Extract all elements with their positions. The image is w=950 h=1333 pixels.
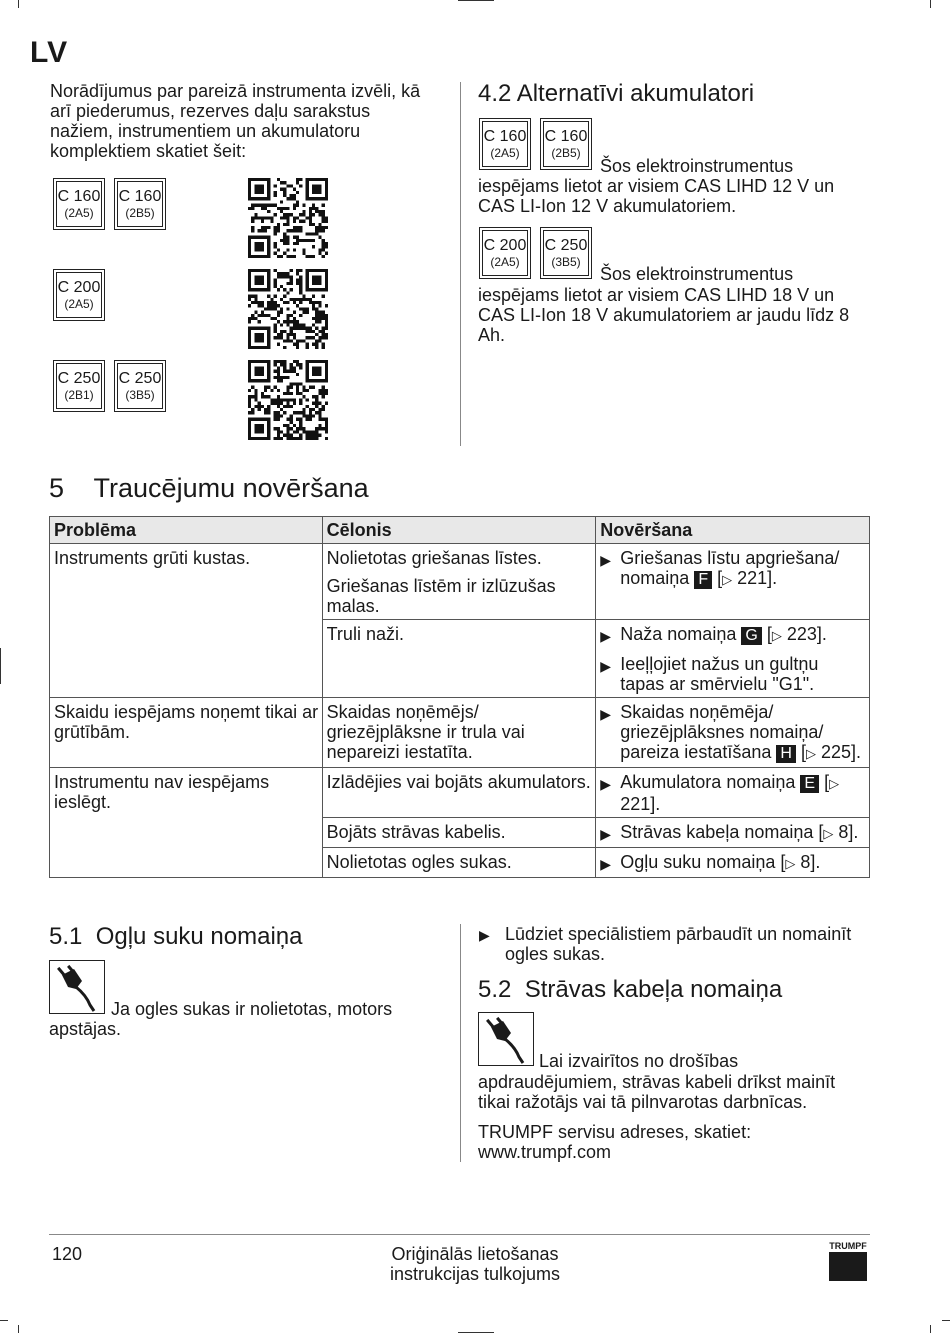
arrow-icon: ▷ xyxy=(785,856,796,871)
cause-cell: Bojāts strāvas kabelis. xyxy=(322,818,596,848)
remedy-cell: ▶ Naža nomaiņa G [▷ 223]. ▶ Ieeļļojiet nažus un gultņu tapas ar smērvielu "G1". xyxy=(596,620,870,698)
section-5-1-text-rest: apstājas. xyxy=(49,1019,122,1039)
page-ref-link[interactable]: [▷ 8]. xyxy=(818,822,859,842)
crop-mark xyxy=(942,1320,950,1321)
model-badge: C 160 (2A5) xyxy=(53,178,105,230)
bullet-triangle-icon: ▶ xyxy=(600,826,612,842)
qr-code[interactable] xyxy=(248,178,328,258)
table-row xyxy=(50,768,870,818)
arrow-icon: ▷ xyxy=(722,572,733,587)
plug-warning-icon xyxy=(478,1012,534,1066)
arrow-icon: ▷ xyxy=(805,746,816,761)
section-5-1-bullet: ▶ Lūdziet speciālistiem pārbaudīt un nomainīt ogles sukas. xyxy=(479,924,852,964)
remedy-cell: ▶ Skaidas noņēmēja/ griezējplāksnes nomaiņa/ pareiza iestatīšana H [▷ 225]. xyxy=(596,698,870,768)
table-row xyxy=(50,544,870,620)
model-badge: C 250 (3B5) xyxy=(114,360,166,412)
qr-code[interactable] xyxy=(248,269,328,349)
crop-mark xyxy=(0,1320,8,1321)
compat-text-12v: iespējams lietot ar visiem CAS LIHD 12 V un CAS LI-Ion 12 V akumulatoriem. xyxy=(478,176,835,216)
footer-center-text: Oriģinālās lietošanas instrukcijas tulkojums xyxy=(389,1244,561,1284)
crop-mark xyxy=(18,0,19,8)
section-5-1-title: 5.1 Ogļu suku nomaiņa xyxy=(49,923,303,950)
compat-text-first: Šos elektroinstrumentus xyxy=(600,156,794,176)
trumpf-logo-text: TRUMPF xyxy=(829,1241,867,1251)
table-header-remedy: Novēršana xyxy=(596,517,870,544)
troubleshooting-table xyxy=(49,516,870,878)
crop-mark xyxy=(930,1325,931,1333)
cause-cell: Izlādējies vai bojāts akumulators. xyxy=(322,768,596,818)
remedy-cell xyxy=(596,848,870,878)
section-4-2-title: 4.2 Alternatīvi akumulatori xyxy=(478,80,755,107)
footer-divider xyxy=(49,1234,870,1235)
problem-cell: Instrumentu nav iespējams ieslēgt. xyxy=(50,768,323,878)
bullet-triangle-icon: ▶ xyxy=(600,856,612,872)
model-badge: C 160 (2B5) xyxy=(540,118,592,170)
model-badge: C 200 (2A5) xyxy=(479,227,531,279)
crop-mark xyxy=(0,648,1,684)
figure-badge: E xyxy=(800,775,819,793)
model-badge: C 200 (2A5) xyxy=(53,269,105,321)
cause-cell: Skaidas noņēmējs/ griezējplāksne ir trula vai nepareizi iestatīta. xyxy=(322,698,596,768)
service-address-text[interactable]: TRUMPF servisu adreses, skatiet: www.trumpf.com xyxy=(478,1122,752,1162)
bullet-triangle-icon: ▶ xyxy=(600,628,612,644)
arrow-icon: ▷ xyxy=(829,776,840,791)
arrow-icon: ▷ xyxy=(771,628,782,643)
model-badge: C 250 (3B5) xyxy=(540,227,592,279)
section-5-title: 5 Traucējumu novēršana xyxy=(49,473,369,503)
plug-icon xyxy=(50,961,103,1012)
bullet-triangle-icon: ▶ xyxy=(479,927,490,943)
column-divider xyxy=(460,82,461,446)
plug-warning-icon xyxy=(49,960,105,1014)
figure-badge: H xyxy=(776,745,796,763)
remedy-cell: ▶ Akumulatora nomaiņa E [▷ 221]. xyxy=(596,768,870,818)
table-header-cause: Cēlonis xyxy=(322,517,596,544)
cause-cell: Nolietotas ogles sukas. xyxy=(322,848,596,878)
crop-mark xyxy=(18,1325,19,1333)
crop-mark xyxy=(930,0,931,8)
figure-badge: F xyxy=(694,571,712,589)
intro-text: Norādījumus par pareizā instrumenta izvēli, kā arī piederumus, rezerves daļu sarakstus nažiem, instrumentiem un akumulatoru komplektiem skatiet šeit: xyxy=(50,81,421,161)
page-number: 120 xyxy=(52,1244,83,1264)
compat-text-first: Šos elektroinstrumentus xyxy=(600,264,794,284)
plug-icon xyxy=(479,1013,532,1064)
table-header-problem: Problēma xyxy=(50,517,323,544)
section-5-2-text-rest: apdraudējumiem, strāvas kabeli drīkst mainīt tikai ražotājs vai tā pilnvarotas darbnīcas. xyxy=(478,1072,836,1112)
problem-cell: Skaidu iespējams noņemt tikai ar grūtībām. xyxy=(50,698,323,768)
section-5-2-title: 5.2 Strāvas kabeļa nomaiņa xyxy=(478,976,783,1003)
model-badge: C 160 (2A5) xyxy=(479,118,531,170)
section-5-1-text-first: Ja ogles sukas ir nolietotas, motors xyxy=(111,999,393,1019)
compat-text-18v: iespējams lietot ar visiem CAS LIHD 18 V un CAS LI-Ion 18 V akumulatoriem ar jaudu līdz 8 Ah. xyxy=(478,285,850,345)
cause-cell: Truli naži. xyxy=(322,620,596,698)
trumpf-logo xyxy=(829,1252,867,1281)
language-label: LV xyxy=(30,36,69,69)
column-divider xyxy=(460,924,461,1162)
section-5-2-text-first: Lai izvairītos no drošības xyxy=(539,1051,739,1071)
cause-cell: Nolietotas griešanas līstes. Griešanas līstēm ir izlūzušas malas. xyxy=(322,544,596,620)
bullet-triangle-icon: ▶ xyxy=(600,776,612,792)
model-badge: C 160 (2B5) xyxy=(114,178,166,230)
model-badge: C 250 (2B1) xyxy=(53,360,105,412)
qr-code[interactable] xyxy=(248,360,328,440)
remedy-cell: ▶ Griešanas līstu apgriešana/ nomaiņa F [▷ 221]. xyxy=(596,544,870,620)
bullet-triangle-icon: ▶ xyxy=(600,658,612,674)
arrow-icon: ▷ xyxy=(823,826,834,841)
page-ref-link[interactable]: [▷ 225]. xyxy=(800,742,862,762)
page-ref-link[interactable]: [▷ 221]. xyxy=(717,568,778,588)
table-row xyxy=(50,698,870,768)
crop-mark xyxy=(458,0,494,1)
remedy-cell: ▶ Strāvas kabeļa nomaiņa [▷ 8]. xyxy=(596,818,870,848)
page-ref-link[interactable]: [▷ 221]. xyxy=(620,772,840,814)
page-ref-link[interactable]: [▷ 223]. xyxy=(766,624,827,644)
problem-cell: Instruments grūti kustas. xyxy=(50,544,323,698)
page-ref-link[interactable]: Ogļu suku nomaiņa [▷ 8]. xyxy=(620,852,821,872)
bullet-triangle-icon: ▶ xyxy=(600,706,612,722)
figure-badge: G xyxy=(741,627,761,645)
bullet-triangle-icon: ▶ xyxy=(600,552,612,568)
